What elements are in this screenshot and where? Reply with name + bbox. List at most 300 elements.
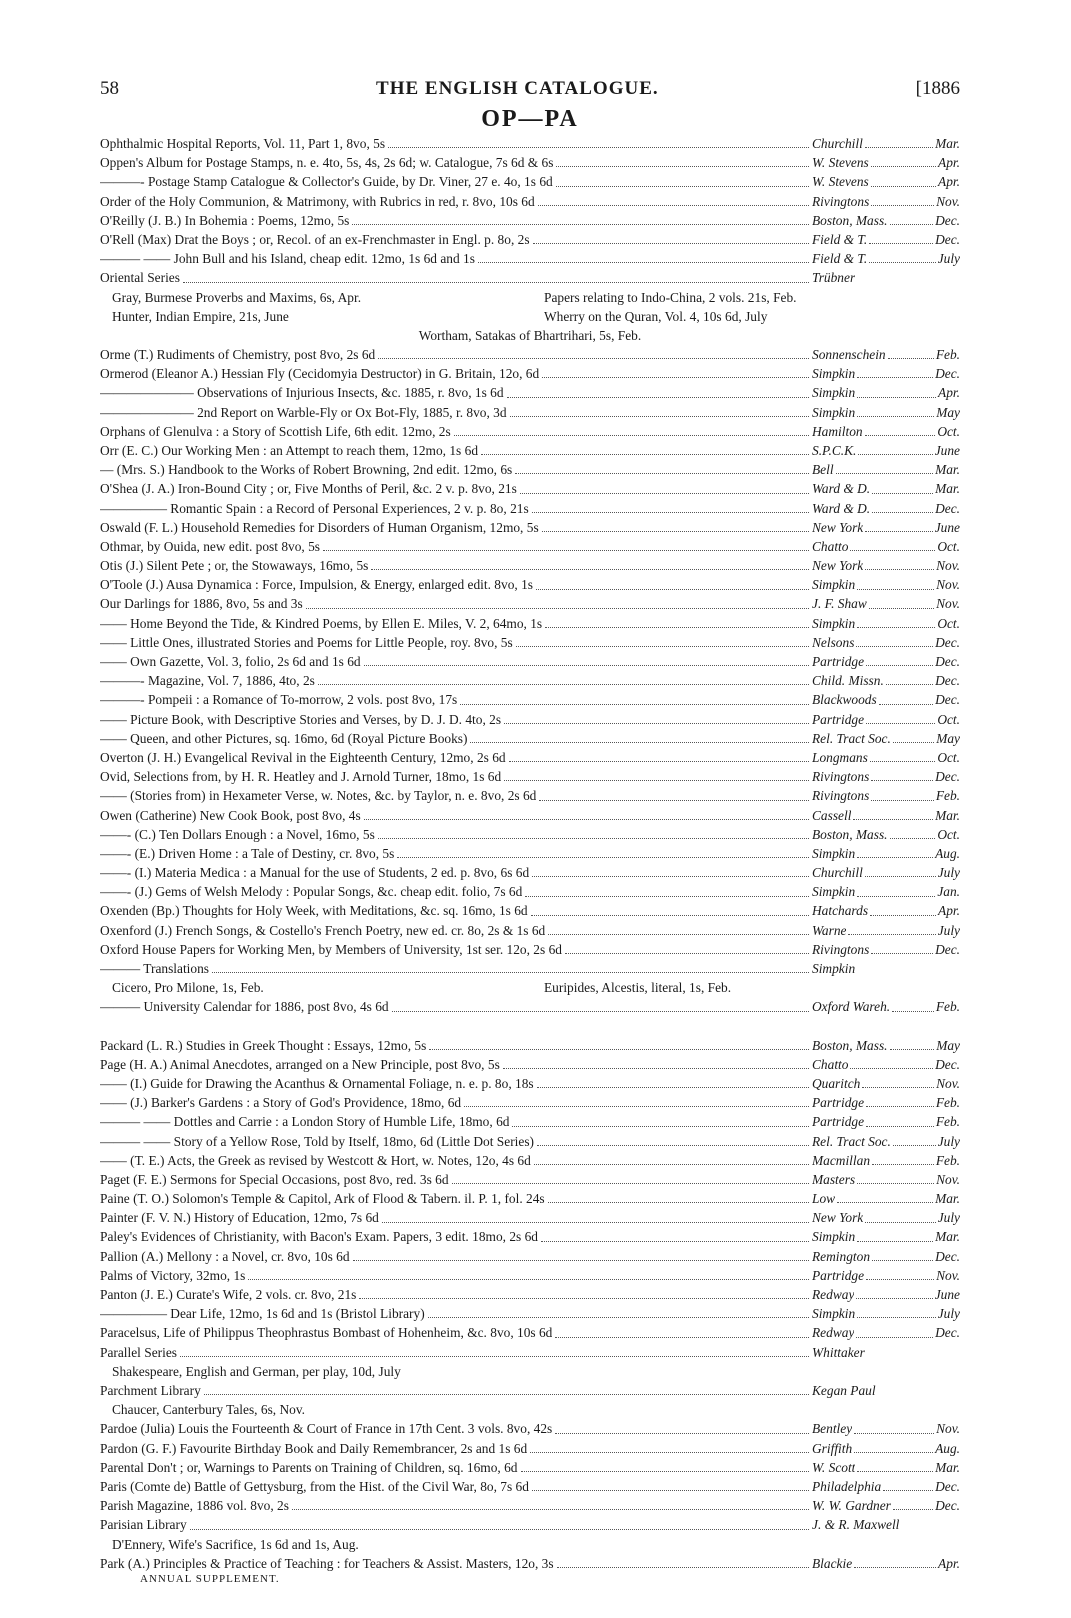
catalogue-page xyxy=(100,78,960,1589)
entry-month: June xyxy=(934,1287,960,1303)
entry-title: Orphans of Glenulva : a Story of Scottish Life, 6th edit. 12mo, 2s xyxy=(100,423,451,439)
catalogue-entry xyxy=(100,902,960,921)
entry-month: Oct. xyxy=(937,538,960,554)
entry-publisher: Remington xyxy=(812,1248,871,1264)
dot-leader xyxy=(865,863,936,877)
dot-leader xyxy=(869,230,933,244)
entry-publisher-cell xyxy=(812,633,960,652)
entry-publisher: Chatto xyxy=(812,538,849,554)
dot-leader xyxy=(507,397,809,398)
entry-month: Nov. xyxy=(936,193,960,209)
entry-month: July xyxy=(937,922,960,938)
entry-publisher-cell xyxy=(812,1343,960,1362)
dot-leader xyxy=(530,1452,809,1453)
entry-publisher: Simpkin xyxy=(812,366,856,382)
entry-publisher: Whittaker xyxy=(812,1344,865,1360)
entry-publisher: Simpkin xyxy=(812,845,856,861)
entry-publisher-cell xyxy=(812,614,960,633)
entry-title: Paris (Comte de) Battle of Gettysburg, from the Hist. of the Civil War, 8o, 7s 6d xyxy=(100,1478,529,1494)
entry-publisher: Quaritch xyxy=(812,1075,861,1091)
entry-publisher-cell xyxy=(812,153,960,172)
entry-publisher-cell xyxy=(812,383,960,402)
entry-month: Mar. xyxy=(935,1229,960,1245)
catalogue-entry xyxy=(100,882,960,901)
catalogue-entry xyxy=(100,786,960,805)
dot-leader xyxy=(392,1011,809,1012)
entry-title: Page (H. A.) Animal Anecdotes, arranged on a New Principle, post 8vo, 5s xyxy=(100,1056,500,1072)
catalogue-entry xyxy=(100,1055,960,1074)
entry-publisher: Rel. Tract Soc. xyxy=(812,1133,891,1149)
entry-publisher-cell xyxy=(812,786,960,805)
entry-publisher-cell xyxy=(812,997,960,1016)
entry-title: Orr (E. C.) Our Working Men : an Attempt to reach them, 12mo, 1s 6d xyxy=(100,442,479,458)
dot-leader xyxy=(893,1496,933,1510)
dot-leader xyxy=(204,1394,809,1395)
entry-title: ————— Dear Life, 12mo, 1s 6d and 1s (Bristol Library) xyxy=(100,1306,425,1322)
dot-leader xyxy=(382,1222,809,1223)
entry-publisher: Simpkin xyxy=(812,1306,856,1322)
entry-month: Mar. xyxy=(935,1459,960,1475)
entry-publisher-cell xyxy=(812,1439,960,1458)
entry-publisher-cell xyxy=(812,825,960,844)
entry-publisher-cell xyxy=(812,1285,960,1304)
catalogue-entry xyxy=(100,518,960,537)
entry-month: Dec. xyxy=(935,1248,960,1264)
entry-title: Oswald (F. L.) Household Remedies for Disorders of Human Organism, 12mo, 5s xyxy=(100,519,539,535)
entry-publisher-cell xyxy=(812,441,960,460)
catalogue-entry xyxy=(100,230,960,249)
dot-leader xyxy=(515,473,809,474)
dot-leader xyxy=(525,896,809,897)
dot-leader xyxy=(893,1132,936,1146)
entry-publisher: Partridge xyxy=(812,711,865,727)
entry-publisher-cell xyxy=(812,345,960,364)
dot-leader xyxy=(537,1145,809,1146)
entry-month: Dec. xyxy=(935,1325,960,1341)
dot-leader xyxy=(869,249,936,263)
entry-publisher-cell xyxy=(812,1381,960,1400)
entry-title: Parallel Series xyxy=(100,1344,177,1360)
dot-leader xyxy=(857,1227,933,1241)
dot-leader xyxy=(892,997,934,1011)
dot-leader xyxy=(888,345,934,359)
dot-leader xyxy=(837,1189,933,1203)
entry-publisher-cell xyxy=(812,1304,960,1323)
catalogue-entry xyxy=(100,767,960,786)
entry-publisher-cell xyxy=(812,1419,960,1438)
entry-publisher: Churchill xyxy=(812,135,863,151)
entry-publisher-cell xyxy=(812,1112,960,1131)
dot-leader xyxy=(532,512,809,513)
entry-publisher: Trübner xyxy=(812,270,856,286)
catalogue-entry xyxy=(100,1266,960,1285)
dot-leader xyxy=(871,153,936,167)
dot-leader xyxy=(857,403,934,417)
entry-publisher-cell xyxy=(812,422,960,441)
dot-leader xyxy=(454,435,809,436)
entry-publisher: Hatchards xyxy=(812,903,869,919)
sub-entry: Cicero, Pro Milone, 1s, Feb. xyxy=(112,980,264,996)
entry-publisher-cell xyxy=(812,1247,960,1266)
dot-leader xyxy=(542,377,809,378)
entry-month: Dec. xyxy=(935,673,960,689)
entry-title: —— Picture Book, with Descriptive Stories and Verses, by D. J. D. 4to, 2s xyxy=(100,711,502,727)
entry-publisher-cell xyxy=(812,1515,960,1534)
entry-month: May xyxy=(936,730,960,746)
catalogue-entry xyxy=(100,595,960,614)
page-header xyxy=(100,78,960,104)
dot-leader xyxy=(866,652,933,666)
catalogue-entry xyxy=(100,479,960,498)
entry-title: —— (I.) Guide for Drawing the Acanthus & Ornamental Foliage, n. e. p. 8o, 18s xyxy=(100,1075,534,1091)
dot-leader xyxy=(555,1433,809,1434)
section-heading: OP—PA xyxy=(481,106,579,132)
dot-leader xyxy=(556,166,809,167)
dot-leader xyxy=(871,940,933,954)
entry-month: May xyxy=(936,404,960,420)
dot-leader xyxy=(545,627,809,628)
entry-title: ———- Pompeii : a Romance of To-morrow, 2 vols. post 8vo, 17s xyxy=(100,692,458,708)
entry-publisher-cell xyxy=(812,1266,960,1285)
year-label: [1886 xyxy=(915,78,960,99)
entry-publisher-cell xyxy=(812,192,960,211)
entry-title: Ormerod (Eleanor A.) Hessian Fly (Cecidomyia Destructor) in G. Britain, 12o, 6d xyxy=(100,366,540,382)
entry-publisher-cell xyxy=(812,230,960,249)
sub-entry: D'Ennery, Wife's Sacrifice, 1s 6d and 1s, Aug. xyxy=(112,1536,359,1552)
sub-entry: Hunter, Indian Empire, 21s, June xyxy=(112,308,289,324)
entry-publisher-cell xyxy=(812,479,960,498)
entry-publisher: Bell xyxy=(812,462,834,478)
entry-title: —— (T. E.) Acts, the Greek as revised by Westcott & Hort, w. Notes, 12o, 4s 6d xyxy=(100,1152,531,1168)
dot-leader xyxy=(890,825,936,839)
catalogue-entry xyxy=(100,1458,960,1477)
dot-leader xyxy=(856,1285,932,1299)
sub-entry-line xyxy=(100,307,960,326)
entry-group-6 xyxy=(100,1419,960,1534)
entry-title: Order of the Holy Communion, & Matrimony, with Rubrics in red, r. 8vo, 10s 6d xyxy=(100,193,535,209)
entry-title: ——————— Observations of Injurious Insects, &c. 1885, r. 8vo, 1s 6d xyxy=(100,385,504,401)
sub-entry: Chaucer, Canterbury Tales, 6s, Nov. xyxy=(112,1402,306,1418)
catalogue-entry xyxy=(100,1323,960,1342)
entry-publisher-cell xyxy=(812,1208,960,1227)
dot-leader xyxy=(353,1260,809,1261)
entry-title: ——— Translations xyxy=(100,961,210,977)
entry-title: — (Mrs. S.) Handbook to the Works of Robert Browning, 2nd edit. 12mo, 6s xyxy=(100,462,513,478)
sub-entry-line xyxy=(100,978,960,997)
sub-entry: Gray, Burmese Proverbs and Maxims, 6s, Apr. xyxy=(112,289,362,305)
entry-publisher: Rivingtons xyxy=(812,941,870,957)
catalogue-entry xyxy=(100,748,960,767)
catalogue-entry xyxy=(100,1343,960,1362)
entry-month: Dec. xyxy=(935,769,960,785)
entry-publisher-cell xyxy=(812,748,960,767)
catalogue-entry xyxy=(100,652,960,671)
catalogue-entry xyxy=(100,729,960,748)
dot-leader xyxy=(460,704,809,705)
catalogue-entry xyxy=(100,441,960,460)
catalogue-entry xyxy=(100,499,960,518)
entry-publisher: New York xyxy=(812,519,864,535)
dot-leader xyxy=(857,1170,934,1184)
entry-title: Panton (J. E.) Curate's Wife, 2 vols. cr. 8vo, 21s xyxy=(100,1287,357,1303)
entry-title: Paracelsus, Life of Philippus Theophrastus Bombast of Hohenheim, &c. 8vo, 10s 6d xyxy=(100,1325,553,1341)
entry-publisher-cell xyxy=(812,1554,960,1573)
catalogue-entry xyxy=(100,633,960,652)
dot-leader xyxy=(872,499,933,513)
dot-leader xyxy=(857,383,936,397)
entry-publisher: S.P.C.K. xyxy=(812,442,857,458)
entry-publisher: Boston, Mass. xyxy=(812,212,888,228)
entry-publisher-cell xyxy=(812,901,960,920)
dot-leader xyxy=(509,761,809,762)
entry-month: Dec. xyxy=(935,500,960,516)
sub-entry-line xyxy=(100,288,960,307)
entry-publisher: Field & T. xyxy=(812,231,868,247)
catalogue-entry xyxy=(100,345,960,364)
entry-title: ——— —— Story of a Yellow Rose, Told by Itself, 18mo, 6d (Little Dot Series) xyxy=(100,1133,534,1149)
entry-publisher-cell xyxy=(812,1093,960,1112)
dot-leader xyxy=(352,224,809,225)
entry-month: Oct. xyxy=(937,826,960,842)
entry-publisher: Oxford Wareh. xyxy=(812,999,891,1015)
entry-publisher: Chatto xyxy=(812,1056,849,1072)
entry-publisher-cell xyxy=(812,364,960,383)
catalogue-entry xyxy=(100,863,960,882)
entry-publisher-cell xyxy=(812,134,960,153)
entry-title: ——- (I.) Materia Medica : a Manual for the use of Students, 2 ed. p. 8vo, 6s 6d xyxy=(100,865,530,881)
catalogue-entry xyxy=(100,1515,960,1534)
entry-publisher-cell xyxy=(812,460,960,479)
entry-month: Apr. xyxy=(938,385,960,401)
dot-leader xyxy=(306,608,809,609)
entry-title: Othmar, by Ouida, new edit. post 8vo, 5s xyxy=(100,538,321,554)
entry-title: Parchment Library xyxy=(100,1382,201,1398)
dot-leader xyxy=(866,1112,934,1126)
catalogue-entry xyxy=(100,556,960,575)
catalogue-entry xyxy=(100,1093,960,1112)
catalogue-entry xyxy=(100,1208,960,1227)
dot-leader xyxy=(190,1529,809,1530)
entry-month: Feb. xyxy=(935,999,960,1015)
dot-leader xyxy=(429,1049,809,1050)
entry-publisher: Simpkin xyxy=(812,884,856,900)
entry-title: ——— University Calendar for 1886, post 8vo, 4s 6d xyxy=(100,999,389,1015)
dot-leader xyxy=(848,921,935,935)
entry-title: ——- (J.) Gems of Welsh Melody : Popular Songs, &c. cheap edit. folio, 7s 6d xyxy=(100,884,523,900)
entry-month: Nov. xyxy=(936,596,960,612)
dot-leader xyxy=(890,1036,935,1050)
dot-leader xyxy=(532,1490,809,1491)
dot-leader xyxy=(862,1074,934,1088)
entry-publisher-cell xyxy=(812,537,960,556)
entry-title: ————— Romantic Spain : a Record of Personal Experiences, 2 v. p. 8o, 21s xyxy=(100,500,529,516)
entry-publisher: Simpkin xyxy=(812,404,856,420)
entry-month: May xyxy=(936,1037,960,1053)
dot-leader xyxy=(865,556,934,570)
entry-title: ———- Magazine, Vol. 7, 1886, 4to, 2s xyxy=(100,673,315,689)
entry-title: Parental Don't ; or, Warnings to Parents on Training of Children, sq. 16mo, 6d xyxy=(100,1459,518,1475)
entry-month: Dec. xyxy=(935,231,960,247)
entry-publisher-cell xyxy=(812,403,960,422)
entry-publisher-cell xyxy=(812,959,960,978)
catalogue-entry xyxy=(100,249,960,268)
page-number: 58 xyxy=(100,78,119,99)
entry-publisher-cell xyxy=(812,1036,960,1055)
entry-publisher-cell xyxy=(812,806,960,825)
dot-leader xyxy=(857,1304,936,1318)
dot-leader xyxy=(871,192,934,206)
entry-month: Mar. xyxy=(935,462,960,478)
entry-title: Ovid, Selections from, by H. R. Heatley and J. Arnold Turner, 18mo, 1s 6d xyxy=(100,769,502,785)
entry-month: Nov. xyxy=(936,1421,960,1437)
entry-month: Nov. xyxy=(936,577,960,593)
dot-leader xyxy=(531,915,809,916)
entry-group-4 xyxy=(100,1036,960,1362)
entry-publisher-cell xyxy=(812,1170,960,1189)
entry-group-7 xyxy=(100,1554,960,1573)
entry-publisher-cell xyxy=(812,652,960,671)
entry-group-3 xyxy=(100,997,960,1016)
entry-month: Apr. xyxy=(938,1555,960,1571)
entry-publisher: Philadelphia xyxy=(812,1478,882,1494)
sub-entry: Shakespeare, English and German, per play, 10d, July xyxy=(112,1363,401,1379)
entry-month: Oct. xyxy=(937,423,960,439)
entry-month: Feb. xyxy=(935,1152,960,1168)
dot-leader xyxy=(555,1337,809,1338)
entry-publisher: W. Stevens xyxy=(812,174,869,190)
catalogue-entry xyxy=(100,403,960,422)
dot-leader xyxy=(871,786,934,800)
catalogue-entry xyxy=(100,1036,960,1055)
dot-leader xyxy=(865,518,932,532)
catalogue-entry xyxy=(100,575,960,594)
entry-month: Nov. xyxy=(936,1267,960,1283)
entry-month: July xyxy=(937,1306,960,1322)
catalogue-entry xyxy=(100,1151,960,1170)
entry-title: Oxenden (Bp.) Thoughts for Holy Week, with Meditations, &c. sq. 16mo, 1s 6d xyxy=(100,903,528,919)
catalogue-entry xyxy=(100,383,960,402)
sub-entry: Euripides, Alcestis, literal, 1s, Feb. xyxy=(544,980,732,996)
dot-leader xyxy=(359,1298,809,1299)
entry-publisher-cell xyxy=(812,1055,960,1074)
entry-group-2 xyxy=(100,345,960,978)
entry-title: Oxford House Papers for Working Men, by Members of University, 1st ser. 12o, 2s 6d xyxy=(100,941,562,957)
dot-leader xyxy=(857,1458,933,1472)
entry-month: Apr. xyxy=(938,903,960,919)
entry-publisher: Sonnenschein xyxy=(812,347,886,363)
entry-publisher: Simpkin xyxy=(812,385,856,401)
entry-publisher-cell xyxy=(812,940,960,959)
catalogue-entry xyxy=(100,172,960,191)
entry-publisher-cell xyxy=(812,863,960,882)
section-gap xyxy=(100,1017,960,1036)
catalogue-entry xyxy=(100,422,960,441)
dot-leader xyxy=(539,800,809,801)
catalogue-entry xyxy=(100,940,960,959)
dot-leader xyxy=(866,710,935,724)
catalogue-entry xyxy=(100,1132,960,1151)
entry-publisher: Simpkin xyxy=(812,1229,856,1245)
entry-publisher: Child. Missn. xyxy=(812,673,884,689)
catalogue-entry xyxy=(100,268,960,287)
entry-publisher: Hamilton xyxy=(812,423,863,439)
entry-month: Apr. xyxy=(938,155,960,171)
entry-title: Parisian Library xyxy=(100,1517,187,1533)
dot-leader xyxy=(183,282,809,283)
entry-title: O'Rell (Max) Drat the Boys ; or, Recol. of an ex-Frenchmaster in Engl. p. 8o, 2s xyxy=(100,231,530,247)
entry-title: Orme (T.) Rudiments of Chemistry, post 8vo, 2s 6d xyxy=(100,347,376,363)
entry-title: ———- Postage Stamp Catalogue & Collector's Guide, by Dr. Viner, 27 e. 4o, 1s 6d xyxy=(100,174,553,190)
catalogue-entry xyxy=(100,192,960,211)
dot-leader xyxy=(478,262,809,263)
entry-title: Packard (L. R.) Studies in Greek Thought : Essays, 12mo, 5s xyxy=(100,1037,427,1053)
dot-leader xyxy=(364,665,809,666)
dot-leader xyxy=(520,493,809,494)
dot-leader xyxy=(504,723,809,724)
catalogue-entry xyxy=(100,1419,960,1438)
entry-publisher: Churchill xyxy=(812,865,863,881)
catalogue-entry xyxy=(100,1074,960,1093)
dot-leader xyxy=(388,147,809,148)
dot-leader xyxy=(532,876,809,877)
entry-publisher: Field & T. xyxy=(812,251,868,267)
dot-leader xyxy=(452,1183,809,1184)
dot-leader xyxy=(871,172,936,186)
entry-month: Dec. xyxy=(935,634,960,650)
dot-leader xyxy=(856,1323,933,1337)
entry-publisher: W. Stevens xyxy=(812,155,869,171)
entry-publisher-cell xyxy=(812,882,960,901)
catalogue-entry xyxy=(100,1439,960,1458)
dot-leader xyxy=(212,972,809,973)
entry-month: June xyxy=(934,519,960,535)
entry-publisher: Simpkin xyxy=(812,615,856,631)
dot-leader xyxy=(857,882,935,896)
catalogue-entry xyxy=(100,671,960,690)
dot-leader xyxy=(538,205,809,206)
catalogue-entry xyxy=(100,1112,960,1131)
sub-entry: Papers relating to Indo-China, 2 vols. 21s, Feb. xyxy=(544,289,797,305)
entry-publisher: Simpkin xyxy=(812,961,856,977)
dot-leader xyxy=(565,953,809,954)
entry-title: ——— —— Dottles and Carrie : a London Story of Humble Life, 18mo, 6d xyxy=(100,1114,510,1130)
entry-publisher: Rivingtons xyxy=(812,769,870,785)
entry-title: Palms of Victory, 32mo, 1s xyxy=(100,1267,246,1283)
dot-leader xyxy=(318,684,809,685)
dot-leader xyxy=(857,614,935,628)
entry-title: Pallion (A.) Mellony : a Novel, cr. 8vo, 10s 6d xyxy=(100,1248,350,1264)
dot-leader xyxy=(883,1477,933,1491)
dot-leader xyxy=(836,460,933,474)
entry-month: Dec. xyxy=(935,692,960,708)
entry-publisher-cell xyxy=(812,1189,960,1208)
entry-month: Mar. xyxy=(935,135,960,151)
entry-publisher-cell xyxy=(812,1458,960,1477)
entry-month: Dec. xyxy=(935,212,960,228)
entry-month: Dec. xyxy=(935,1478,960,1494)
dot-leader xyxy=(464,1106,809,1107)
entry-title: ——— —— John Bull and his Island, cheap edit. 12mo, 1s 6d and 1s xyxy=(100,251,475,267)
sub-entry: Wortham, Satakas of Bhartrihari, 5s, Feb. xyxy=(418,327,642,343)
entry-month: Feb. xyxy=(935,1095,960,1111)
entry-publisher-cell xyxy=(812,575,960,594)
dot-leader xyxy=(870,748,936,762)
entry-month: Dec. xyxy=(935,366,960,382)
entry-title: Otis (J.) Silent Pete ; or, the Stowaways, 16mo, 5s xyxy=(100,558,369,574)
entry-publisher-cell xyxy=(812,556,960,575)
entry-publisher-cell xyxy=(812,1496,960,1515)
entry-publisher: Simpkin xyxy=(812,577,856,593)
